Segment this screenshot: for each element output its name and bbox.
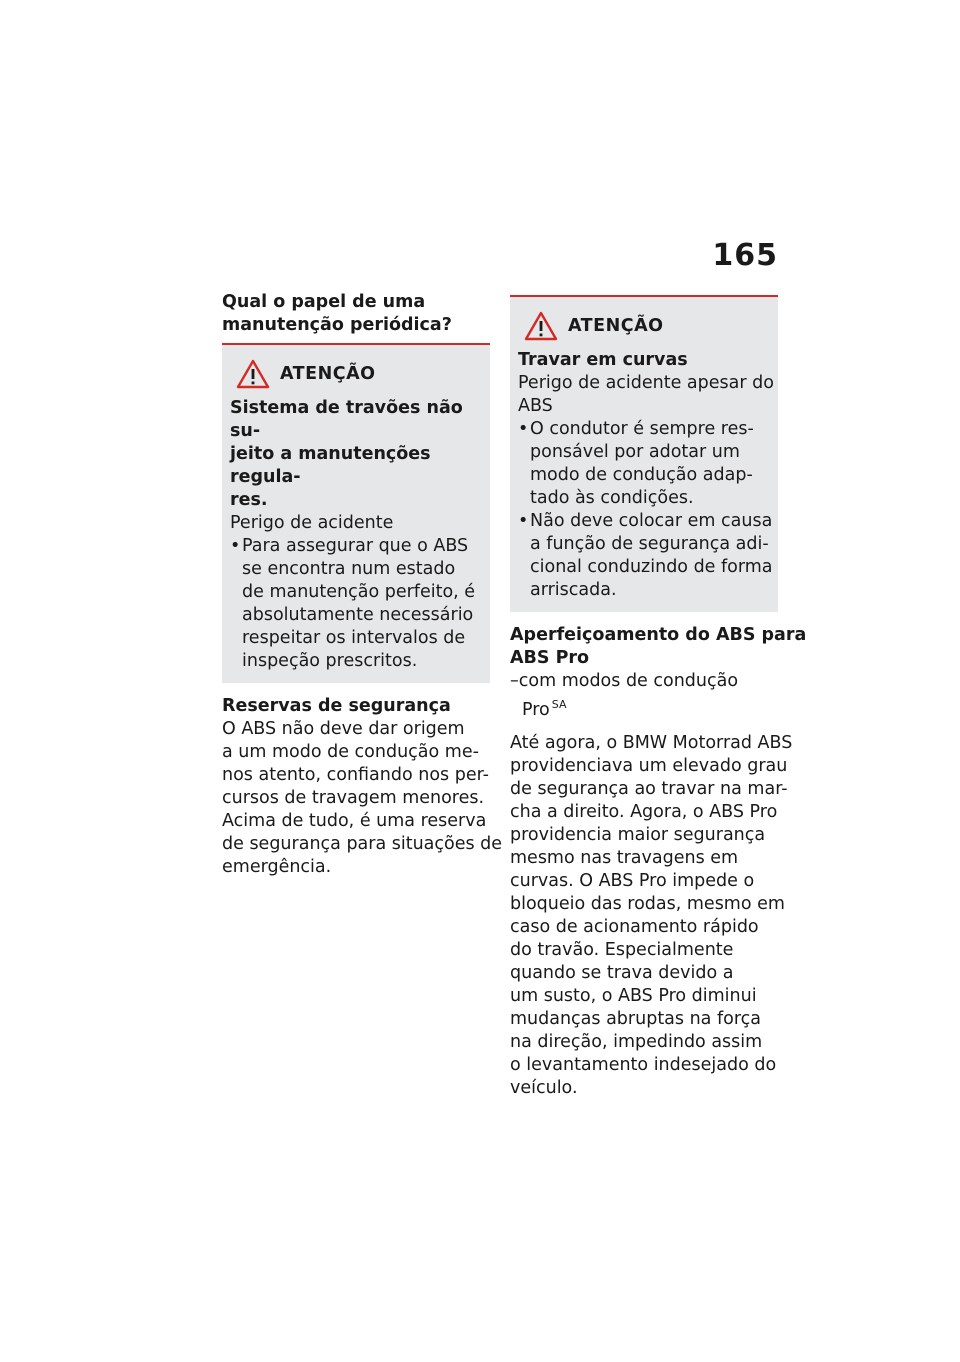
section-body — [222, 718, 503, 879]
bullet-text — [242, 535, 475, 673]
warning-subtitle — [230, 397, 482, 512]
bullet-line: inspeção prescritos. — [242, 651, 418, 671]
danger-line: Perigo de acidente apesar do — [518, 373, 774, 393]
page-number: 165 — [712, 238, 778, 273]
warning-subtitle: Travar em curvas — [518, 350, 688, 370]
dash-line: –com modos de condução — [510, 671, 739, 691]
bullet-line: Não deve colocar em causa — [530, 511, 773, 531]
body-line: bloqueio das rodas, mesmo em — [510, 893, 785, 914]
dash-line-indented — [510, 693, 800, 722]
body-line: cursos de travagem menores. — [222, 788, 485, 808]
heading-line: Aperfeiçoamento do ABS para — [510, 625, 807, 645]
sa-superscript: SA — [551, 698, 567, 711]
body-line: a um modo de condução me- — [222, 742, 479, 762]
warning-triangle-icon — [524, 311, 558, 341]
bullet-line: O condutor é sempre res- — [530, 419, 754, 439]
bullet-glyph: • — [230, 536, 241, 556]
body-line: do travão. Especialmente — [510, 939, 734, 960]
bullet-line: tado às condições. — [530, 488, 694, 508]
warning-triangle-icon — [236, 359, 270, 389]
bullet-line: a função de segurança adi- — [530, 534, 769, 554]
bullet-line: Para assegurar que o ABS — [242, 536, 469, 556]
section-heading — [510, 624, 807, 670]
body-line: de segurança para situações de — [222, 834, 503, 854]
bullet-line: ponsável por adotar um — [530, 442, 740, 462]
bullet-line: de manutenção perfeito, é — [242, 582, 476, 602]
heading-line: Qual o papel de uma — [222, 292, 426, 312]
body-line: de segurança ao travar na mar- — [510, 778, 788, 799]
bullet-line: arriscada. — [530, 580, 617, 600]
heading-line: manutenção periódica? — [222, 315, 452, 335]
left-heading — [222, 291, 490, 337]
warning-header — [524, 311, 770, 341]
body-line: cha a direito. Agora, o ABS Pro — [510, 801, 778, 822]
danger-line: ABS — [518, 396, 553, 416]
section-abs-pro — [510, 624, 807, 1100]
warning-header — [236, 359, 482, 389]
warning-box-maintenance — [222, 345, 490, 683]
bullet-text — [530, 418, 754, 510]
warning-bullet-item — [230, 535, 482, 673]
body-line: mudanças abruptas na força — [510, 1008, 761, 1029]
dash-item — [510, 670, 800, 722]
body-line: caso de acionamento rápido — [510, 916, 759, 937]
subtitle-line: Sistema de travões não su- — [230, 398, 463, 441]
warning-title: ATENÇÃO — [280, 364, 376, 384]
bullet-line: absolutamente necessário — [242, 605, 474, 625]
warning-danger — [518, 372, 774, 418]
warning-title: ATENÇÃO — [568, 316, 664, 336]
heading-line: ABS Pro — [510, 648, 590, 668]
body-line: curvas. O ABS Pro impede o — [510, 870, 755, 891]
left-column — [222, 291, 503, 879]
body-line: emergência. — [222, 857, 332, 877]
right-column — [510, 295, 807, 1100]
warning-danger: Perigo de acidente — [230, 513, 394, 533]
bullet-glyph: • — [518, 511, 529, 531]
body-line: Até agora, o BMW Motorrad ABS — [510, 732, 793, 753]
body-line: veículo. — [510, 1077, 578, 1098]
body-line: um susto, o ABS Pro diminui — [510, 985, 757, 1006]
body-line: O ABS não deve dar origem — [222, 719, 465, 739]
section-safety-reserves — [222, 695, 503, 879]
subtitle-line: res. — [230, 490, 268, 510]
dash-pro: Pro — [522, 699, 550, 720]
bullet-line: modo de condução adap- — [530, 465, 753, 485]
body-line: o levantamento indesejado do — [510, 1054, 777, 1075]
body-line: providenciava um elevado grau — [510, 755, 788, 776]
bullet-line: respeitar os intervalos de — [242, 628, 466, 648]
body-line: Acima de tudo, é uma reserva — [222, 811, 487, 831]
body-line: nos atento, confiando nos per- — [222, 765, 489, 785]
bullet-glyph: • — [518, 419, 529, 439]
body-line: mesmo nas travagens em — [510, 847, 739, 868]
warning-bullet-item — [518, 510, 773, 602]
section-heading: Reservas de segurança — [222, 696, 451, 716]
warning-bullet-item — [518, 418, 770, 510]
subtitle-line: jeito a manutenções regula- — [230, 444, 431, 487]
body-line: providencia maior segurança — [510, 824, 766, 845]
bullet-line: se encontra num estado — [242, 559, 456, 579]
body-line: quando se trava devido a — [510, 962, 734, 983]
warning-box-curves — [510, 297, 778, 612]
bullet-text — [530, 510, 773, 602]
section-body — [510, 732, 800, 1100]
bullet-line: cional conduzindo de forma — [530, 557, 773, 577]
body-line: na direção, impedindo assim — [510, 1031, 763, 1052]
